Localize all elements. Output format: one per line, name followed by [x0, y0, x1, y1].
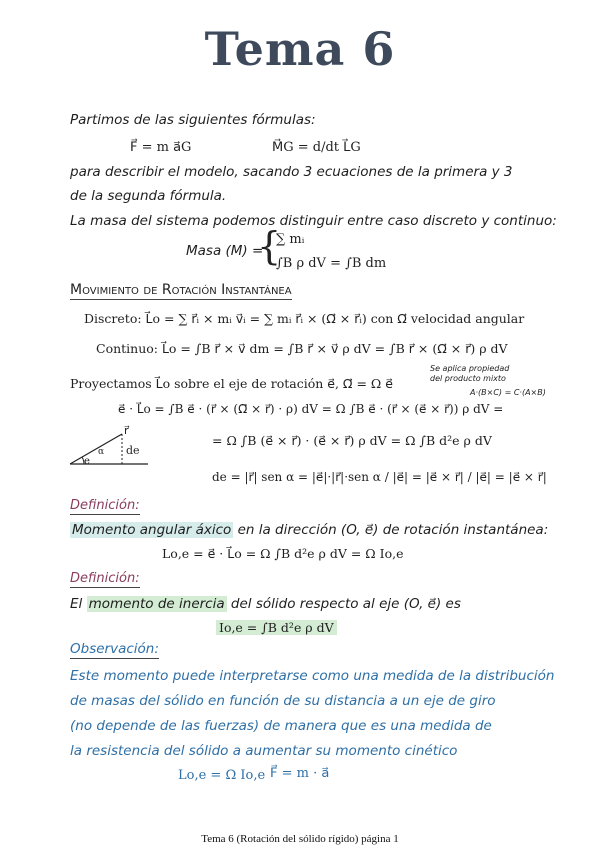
definition-2-text [70, 596, 461, 612]
note-property-2: del producto mixto [430, 374, 506, 383]
page-footer: Tema 6 (Rotación del sólido rígido) página 1 [201, 833, 399, 845]
definition-2-highlight: momento de inercia [88, 596, 225, 612]
angle-diagram [64, 420, 154, 476]
formula-force: F⃗ = m a⃗G [130, 140, 192, 155]
projection-line: Proyectamos L⃗o sobre el eje de rotación e⃗, Ω⃗ = Ω e⃗ [70, 376, 393, 391]
intro-line-4: La masa del sistema podemos distinguir entre caso discreto y continuo: [70, 213, 557, 229]
definition-1-highlight: Momento angular áxico [72, 522, 232, 538]
intro-line-2: para describir el modelo, sacando 3 ecuaciones de la primera y 3 [70, 164, 513, 180]
note-property: Se aplica propiedad [430, 364, 510, 373]
mass-discrete: ∑ mᵢ [276, 232, 305, 247]
projection-equation-1: e⃗ · L⃗o = ∫B e⃗ · (r⃗ × (Ω⃗ × r⃗) · ρ) dV = Ω ∫B e⃗ · (r⃗ × (e⃗ × r⃗)) ρ dV = [118, 402, 504, 416]
mass-label: Masa (M) = [186, 243, 264, 259]
observation-formula-a: Lo,e = Ω Io,e [178, 768, 266, 783]
definition-2-formula: Io,e = ∫B d²e ρ dV [216, 620, 337, 635]
formula-moment: M⃗G = d/dt L⃗G [272, 140, 361, 155]
mass-continuous: ∫B ρ dV = ∫B dm [276, 256, 387, 271]
note-triple-product: A·(B×C) = C·(A×B) [470, 388, 546, 397]
figure-alpha-label: α [98, 447, 105, 457]
observation-line-1: Este momento puede interpretarse como una medida de la distribución [70, 668, 555, 684]
definition-2-label: Definición: [70, 571, 140, 586]
observation-line-4: la resistencia del sólido a aumentar su momento cinético [70, 743, 458, 759]
figure-e-label: e [84, 456, 90, 467]
definition-1-label: Definición: [70, 498, 140, 513]
discrete-equation: Discreto: L⃗o = ∑ r⃗ᵢ × mᵢ v⃗ᵢ = ∑ mᵢ r⃗ᵢ × (Ω⃗ × r⃗ᵢ) con Ω⃗ velocidad angular [84, 311, 525, 326]
observation-line-2: de masas del sólido en función de su distancia a un eje de giro [70, 693, 496, 709]
section-heading-rotation: Movimiento de Rotación Instantánea [70, 282, 292, 298]
intro-line-1: Partimos de las siguientes fórmulas: [70, 112, 316, 128]
figure-r-label: r⃗ [124, 424, 129, 437]
definition-1-text [70, 522, 548, 538]
definition-2-rest: del sólido respecto al eje (O, e⃗) es [230, 596, 461, 612]
mass-brace: { [257, 224, 282, 268]
distance-equation: de = |r⃗| sen α = |e⃗|·|r⃗|·sen α / |e⃗| = |e⃗ × r⃗| / |e⃗| = |e⃗ × r⃗| [212, 470, 547, 484]
definition-2-pre: El [70, 596, 83, 612]
definition-1-formula: Lo,e = e⃗ · L⃗o = Ω ∫B d²e ρ dV = Ω Io,e [162, 546, 404, 561]
projection-equation-2: = Ω ∫B (e⃗ × r⃗) · (e⃗ × r⃗) ρ dV = Ω ∫B d²e ρ dV [212, 433, 492, 448]
observation-label: Observación: [70, 641, 159, 657]
observation-line-3: (no depende de las fuerzas) de manera que es una medida de [70, 718, 492, 734]
intro-line-3: de la segunda fórmula. [70, 188, 227, 204]
figure-de-label: de [126, 444, 140, 457]
definition-1-rest: en la dirección (O, e⃗) de rotación instantánea: [237, 522, 549, 538]
continuous-equation: Continuo: L⃗o = ∫B r⃗ × v⃗ dm = ∫B r⃗ × v⃗ ρ dV = ∫B r⃗ × (Ω⃗ × r⃗) ρ dV [96, 341, 508, 356]
observation-formula-b: F⃗ = m · a⃗ [270, 766, 330, 781]
page-title: Tema 6 [204, 22, 396, 76]
